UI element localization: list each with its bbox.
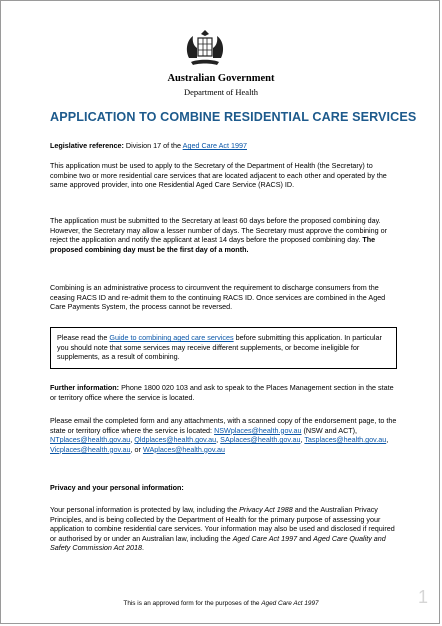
combining-paragraph: Combining is an administrative process to circumvent the requirement to discharge consumers from the ceasing RACS ID and re-admit them to the continuing RACS ID. Once services are combined in the Aged Care Payments System, the process cannot be reversed. — [50, 283, 386, 312]
privacy-text-2: and the Australian Privacy Principles, and is being collected by the Department of Health for the primary purpose of assessing your application to combine residential care services. Your information may also be used and disclosed if required or authorised by or under an Australian law, including the — [50, 505, 395, 543]
separator: , — [216, 435, 221, 445]
email-nsw-note: (NSW and ACT), — [301, 425, 358, 435]
government-name: Australian Government — [167, 73, 275, 84]
privacy-paragraph — [50, 505, 400, 553]
separator: , or — [130, 444, 143, 454]
privacy-act-name: Privacy Act 1988 — [239, 505, 293, 514]
email-sa-link[interactable]: SAplaces@health.gov.au — [220, 435, 301, 445]
privacy-text-1: Your personal information is protected by law, including the — [50, 505, 240, 514]
further-information — [50, 383, 400, 402]
aged-care-act-link[interactable]: Aged Care Act 1997 — [182, 141, 247, 150]
privacy-heading: Privacy and your personal information: — [50, 483, 184, 492]
guide-link[interactable]: Guide to combining aged care services — [109, 333, 234, 342]
legislative-reference — [50, 141, 400, 151]
submission-text: The application must be submitted to the Secretary at least 60 days before the proposed combining day. However, the Secretary may allow a lesser number of days. The Secretary must approve the combining or reject the application and notify the applicant at least 14 days before the proposed combining day. — [50, 216, 388, 245]
footer-text: This is an approved form for the purposes of the — [123, 600, 262, 607]
footer-act-name: Aged Care Act 1997 — [261, 600, 319, 607]
separator: , — [130, 435, 135, 445]
coat-of-arms-icon — [181, 28, 229, 70]
submission-paragraph — [50, 216, 400, 254]
email-tas-link[interactable]: Tasplaces@health.gov.au — [304, 435, 387, 445]
email-qld-link[interactable]: Qldplaces@health.gov.au — [134, 435, 217, 445]
page-footer — [1, 600, 441, 607]
privacy-text-3: and — [297, 533, 314, 543]
separator: , — [300, 435, 305, 445]
notice-box — [50, 327, 397, 369]
privacy-text-4: . — [142, 543, 145, 553]
further-text: Phone 1800 020 103 and ask to speak to the Places Management section in the state or territory office where the service is located. — [50, 383, 394, 402]
page-title: APPLICATION TO COMBINE RESIDENTIAL CARE SERVICES — [50, 110, 417, 124]
intro-paragraph: This application must be used to apply to the Secretary of the Department of Health (the Secretary) to combine two or more residential care services that are located adjacent to each other and operated by the same approved provider, into one Residential Aged Care Service (RACS) ID. — [50, 161, 387, 190]
aged-care-act-name: Aged Care Act 1997 — [232, 533, 298, 543]
notice-pre: Please read the — [57, 333, 110, 342]
commission-act-name: Aged Care Quality and Safety Commission Act 2018 — [50, 533, 386, 553]
notice-post: before submitting this application. In particular you should note that some services may receive different supplements, or become ineligible for supplements, as a result of combining. — [57, 333, 382, 362]
page-number: 1 — [418, 587, 429, 607]
department-name: Department of Health — [183, 87, 259, 97]
email-nt-link[interactable]: NTplaces@health.gov.au — [50, 435, 131, 445]
email-paragraph — [50, 416, 400, 454]
separator: , — [386, 435, 389, 445]
legislative-label: Legislative reference: — [50, 141, 124, 150]
email-wa-link[interactable]: WAplaces@health.gov.au — [142, 444, 225, 454]
email-intro: Please email the completed form and any attachments, with a scanned copy of the endorsement page, to the state or territory office where the service is located: — [50, 416, 397, 435]
combining-day-rule: The proposed combining day must be the first day of a month. — [50, 235, 376, 254]
further-label: Further information: — [50, 383, 120, 392]
email-vic-link[interactable]: Vicplaces@health.gov.au — [50, 444, 131, 454]
legislative-text: Division 17 of the — [123, 141, 183, 150]
email-nsw-link[interactable]: NSWplaces@health.gov.au — [214, 425, 302, 435]
